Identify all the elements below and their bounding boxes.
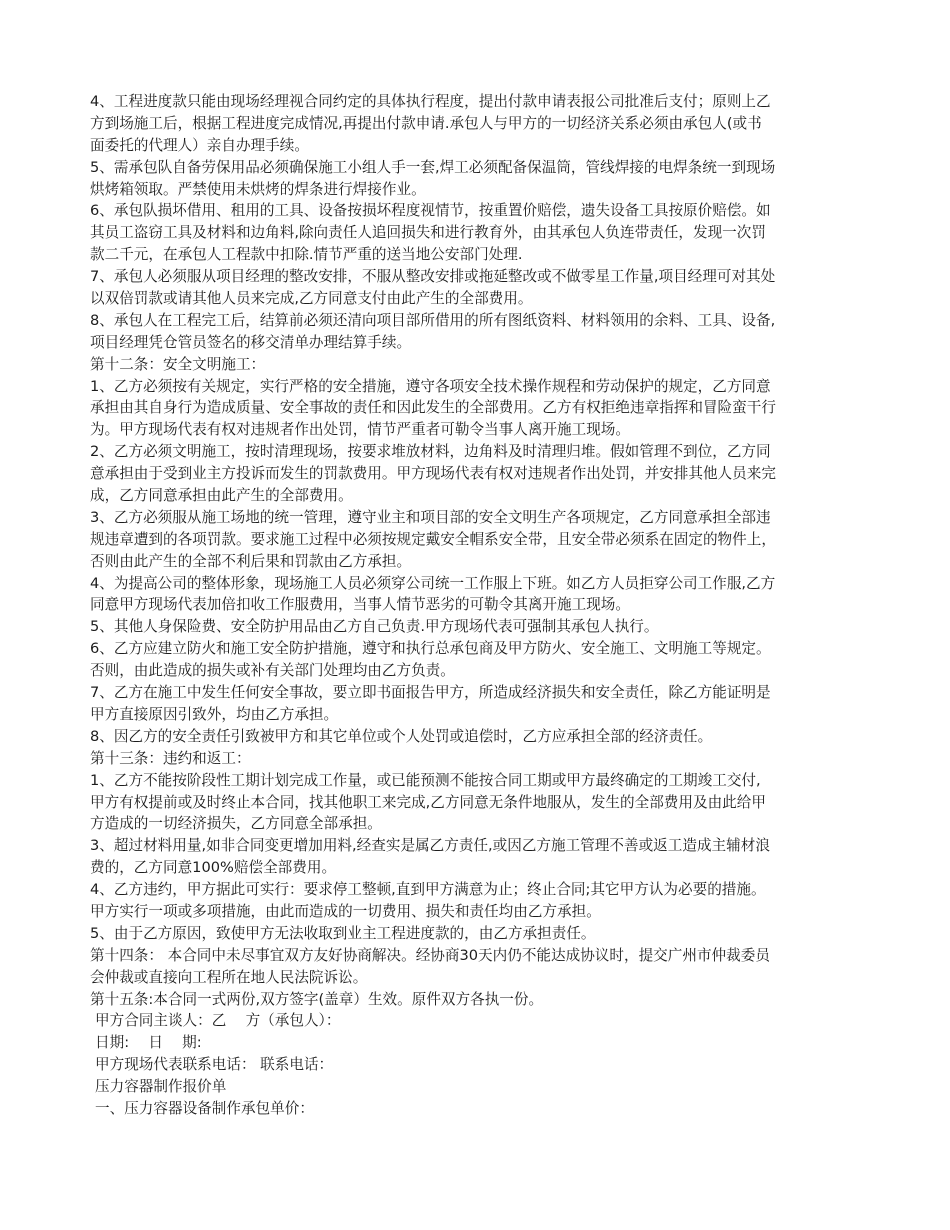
document-line: 项目经理凭仓管员签名的移交清单办理结算手续。	[90, 333, 412, 351]
document-line: 甲方现场代表联系电话： 联系电话：	[95, 1056, 334, 1074]
document-line: 5、由于乙方原因，致使甲方无法收取到业主工程进度款的，由乙方承担责任。	[90, 924, 596, 942]
document-line: 4、工程进度款只能由现场经理视合同约定的具体执行程度，提出付款申请表报公司批准后支付；原则上乙	[90, 93, 771, 110]
document-line: 方造成的一切经济损失，乙方同意全部承担。	[90, 815, 382, 833]
document-line: 8、承包人在工程完工后，结算前必须还清向项目部所借用的所有图纸资料、材料领用的余料、工具、设备,	[90, 311, 776, 329]
document-line: 烘烤箱领取。严禁使用未烘烤的焊条进行焊接作业。	[90, 180, 426, 198]
document-line: 1、乙方必须按有关规定，实行严格的安全措施，遵守各项安全技术操作规程和劳动保护的规定，乙方同意	[90, 377, 771, 395]
document-line: 4、为提高公司的整体形象，现场施工人员必须穿公司统一工作服上下班。如乙方人员拒穿公司工作服,乙方	[90, 574, 776, 592]
document-line: 6、承包队损坏借用、租用的工具、设备按损坏程度视情节，按重置价赔偿，遗失设备工具按原价赔偿。如	[90, 202, 771, 220]
document-line: 一、压力容器设备制作承包单价：	[95, 1099, 314, 1117]
document-line: 否则由此产生的全部不利后果和罚款由乙方承担。	[90, 552, 412, 570]
contract-document-body	[90, 91, 864, 1120]
document-line: 同意甲方现场代表加倍扣收工作服费用，当事人情节恶劣的可勒令其离开施工现场。	[90, 596, 630, 614]
document-line: 6、乙方应建立防火和施工安全防护措施，遵守和执行总承包商及甲方防火、安全施工、文明施工等规定。	[90, 640, 771, 658]
document-line: 面委托的代理人）亲自办理手续。	[90, 136, 309, 154]
document-line: 甲方实行一项或多项措施，由此而造成的一切费用、损失和责任均由乙方承担。	[90, 902, 601, 920]
document-line: 第十三条：违约和返工：	[90, 749, 251, 767]
document-line: 3、超过材料用量,如非合同变更增加用料,经查实是属乙方责任,或因乙方施工管理不善或返工造成主辅材浪	[90, 837, 770, 855]
document-line: 日期: 日 期:	[95, 1034, 202, 1052]
document-line: 压力容器制作报价单	[95, 1078, 227, 1096]
document-line: 规违章遭到的各项罚款。要求施工过程中必须按规定戴安全帽系安全带，且安全带必须系在固定的物件上，	[90, 530, 776, 548]
document-line: 意承担由于受到业主方投诉而发生的罚款费用。甲方现场代表有权对违规者作出处罚，并安排其他人员来完	[90, 465, 776, 483]
document-line: 款二千元，在承包人工程款中扣除.情节严重的送当地公安部门处理.	[90, 246, 523, 264]
document-line: 会仲裁或直接向工程所在地人民法院诉讼。	[90, 968, 368, 986]
document-line: 5、需承包队自备劳保用品必须确保施工小组人手一套,焊工必须配备保温筒，管线焊接的电焊条统一到现场	[90, 158, 776, 176]
document-line: 3、乙方必须服从施工场地的统一管理，遵守业主和项目部的安全文明生产各项规定，乙方同意承担全部违	[90, 508, 771, 526]
document-line: 以双倍罚款或请其他人员来完成,乙方同意支付由此产生的全部费用。	[90, 290, 533, 308]
document-line: 7、承包人必须服从项目经理的整改安排，不服从整改安排或拖延整改或不做零星工作量,项目经理可对其处	[90, 268, 776, 286]
document-line: 第十二条：安全文明施工：	[90, 355, 266, 373]
document-line: 8、因乙方的安全责任引致被甲方和其它单位或个人处罚或追偿时，乙方应承担全部的经济责任。	[90, 727, 713, 745]
document-line: 成，乙方同意承担由此产生的全部费用。	[90, 487, 353, 505]
document-line: 为。甲方现场代表有权对违规者作出处罚，情节严重者可勒令当事人离开施工现场。	[90, 421, 630, 439]
document-line: 费的，乙方同意100%赔偿全部费用。	[90, 859, 337, 877]
document-line: 4、乙方违约，甲方据此可实行：要求停工整顿,直到甲方满意为止；终止合同;其它甲方认为必要的措施。	[90, 881, 766, 899]
document-line: 甲方合同主谈人：乙 方（承包人）：	[95, 1012, 341, 1030]
document-line: 甲方直接原因引致外，均由乙方承担。	[90, 705, 339, 723]
document-line: 7、乙方在施工中发生任何安全事故，要立即书面报告甲方，所造成经济损失和安全责任，除乙方能证明是	[90, 684, 771, 702]
document-line: 1、乙方不能按阶段性工期计划完成工作量，或已能预测不能按合同工期或甲方最终确定的工期竣工交付,	[90, 771, 761, 789]
document-line: 第十五条:本合同一式两份,双方签字(盖章）生效。原件双方各执一份。	[90, 990, 544, 1008]
document-line: 承担由其自身行为造成质量、安全事故的责任和因此发生的全部费用。乙方有权拒绝违章指挥和冒险蛮干行	[90, 399, 776, 417]
document-line: 其员工盗窃工具及材料和边角料,除向责任人追回损失和进行教育外，由其承包人负连带责任，发现一次罚	[90, 224, 766, 242]
document-line: 第十四条： 本合同中未尽事宜双方友好协商解决。经协商30天内仍不能达成协议时，提交广州市仲裁委员	[90, 946, 770, 964]
document-line: 甲方有权提前或及时终止本合同，找其他职工来完成,乙方同意无条件地服从，发生的全部费用及由此给甲	[90, 793, 766, 811]
document-line: 5、其他人身保险费、安全防护用品由乙方自己负责.甲方现场代表可强制其承包人执行。	[90, 618, 659, 636]
document-line: 否则，由此造成的损失或补有关部门处理均由乙方负责。	[90, 662, 455, 680]
document-line: 方到场施工后，根据工程进度完成情况,再提出付款申请.承包人与甲方的一切经济关系必须由承包人(或书	[90, 114, 762, 132]
document-line: 2、乙方必须文明施工，按时清理现场，按要求堆放材料，边角料及时清理归堆。假如管理不到位，乙方同	[90, 443, 771, 461]
